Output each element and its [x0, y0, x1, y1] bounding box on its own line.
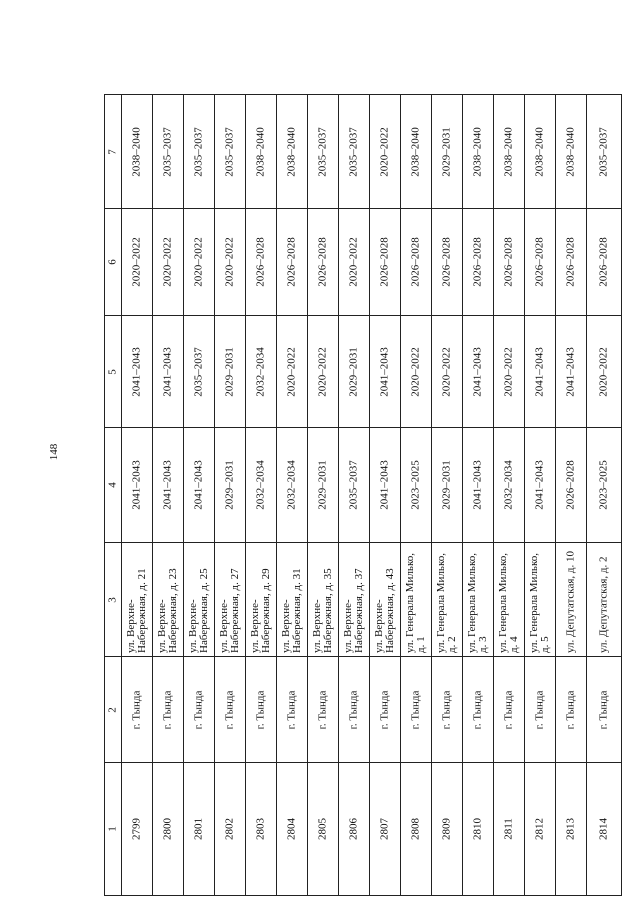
table-cell [246, 95, 277, 209]
table-cell [184, 543, 215, 657]
period-value: 2026–2028 [533, 237, 546, 287]
period-value: 2020–2022 [161, 237, 174, 287]
table-cell [246, 316, 277, 428]
table-cell [339, 95, 370, 209]
table-cell [370, 543, 401, 657]
column-number-cell [105, 543, 122, 657]
city-name: г. Тында [502, 690, 515, 729]
column-number-cell [105, 657, 122, 763]
period-value: 2038–2040 [471, 126, 484, 177]
period-value: 2020–2022 [130, 237, 143, 287]
table-cell [432, 209, 463, 316]
period-value: 2032–2034 [254, 346, 267, 397]
period-value: 2035–2037 [192, 346, 205, 397]
period-value: 2020–2022 [502, 346, 515, 397]
period-value: 2026–2028 [378, 237, 391, 287]
city-name: г. Тында [161, 690, 174, 729]
city-name: г. Тында [597, 690, 610, 729]
city-name: г. Тында [316, 690, 329, 729]
period-value: 2026–2028 [471, 237, 484, 287]
table-cell [339, 543, 370, 657]
table-cell [277, 95, 308, 209]
table-cell [122, 209, 153, 316]
column-number: 3 [106, 596, 119, 603]
table-cell [401, 543, 432, 657]
period-value: 2020–2022 [347, 237, 360, 287]
table-cell [370, 763, 401, 896]
period-value: 2029–2031 [223, 460, 236, 510]
period-value: 2020–2022 [378, 126, 391, 177]
data-table [104, 94, 622, 896]
city-name: г. Тында [130, 690, 143, 729]
table-cell [122, 316, 153, 428]
table-cell [463, 316, 494, 428]
table-cell [401, 95, 432, 209]
table-cell [122, 95, 153, 209]
table-cell [525, 95, 556, 209]
column-number-cell [105, 428, 122, 543]
table-cell [122, 428, 153, 543]
table-cell [153, 543, 184, 657]
table-cell [370, 316, 401, 428]
address-text: ул. Верхне-Набережная, д. 43 [373, 567, 396, 653]
period-value: 2041–2043 [533, 460, 546, 510]
table-cell [432, 95, 463, 209]
table-cell [370, 209, 401, 316]
table-cell [184, 657, 215, 763]
row-number: 2806 [347, 818, 360, 840]
table-cell [432, 428, 463, 543]
table-cell [122, 543, 153, 657]
table-cell [184, 209, 215, 316]
period-value: 2026–2028 [502, 237, 515, 287]
table-cell [401, 428, 432, 543]
column-number: 6 [106, 259, 119, 265]
city-name: г. Тында [347, 690, 360, 729]
period-value: 2038–2040 [285, 126, 298, 177]
row-number: 2804 [285, 818, 298, 840]
field-row-3 [105, 543, 622, 657]
period-value: 2041–2043 [471, 460, 484, 510]
table-cell [122, 657, 153, 763]
period-value: 2038–2040 [130, 126, 143, 177]
period-value: 2035–2037 [316, 126, 329, 177]
period-value: 2041–2043 [161, 346, 174, 397]
column-number-cell [105, 95, 122, 209]
period-value: 2035–2037 [347, 126, 360, 177]
table-cell [587, 763, 622, 896]
period-value: 2038–2040 [533, 126, 546, 177]
table-cell [215, 428, 246, 543]
table-cell [277, 428, 308, 543]
table-cell [184, 428, 215, 543]
period-value: 2020–2022 [223, 237, 236, 287]
table-cell [587, 209, 622, 316]
address-text: ул. Генерала Милько, д. 2 [435, 552, 458, 653]
period-value: 2041–2043 [533, 346, 546, 397]
period-value: 2041–2043 [130, 460, 143, 510]
table-cell [277, 543, 308, 657]
table-cell [494, 428, 525, 543]
period-value: 2020–2022 [316, 346, 329, 397]
table-cell [308, 543, 339, 657]
table-cell [525, 316, 556, 428]
table-cell [463, 209, 494, 316]
column-number-cell [105, 316, 122, 428]
city-name: г. Тында [471, 690, 484, 729]
address-text: ул. Генерала Милько, д. 3 [466, 552, 489, 653]
table-cell [339, 209, 370, 316]
table-cell [463, 95, 494, 209]
table-cell [556, 95, 587, 209]
period-value: 2026–2028 [597, 237, 610, 287]
field-row-6 [105, 209, 622, 316]
column-number: 4 [106, 482, 119, 488]
table-cell [587, 543, 622, 657]
city-name: г. Тында [564, 690, 577, 729]
table-cell [463, 428, 494, 543]
city-name: г. Тында [440, 690, 453, 729]
table-cell [308, 428, 339, 543]
table-cell [153, 95, 184, 209]
table-cell [556, 763, 587, 896]
table-cell [494, 543, 525, 657]
table-cell [432, 657, 463, 763]
city-name: г. Тында [254, 690, 267, 729]
field-row-7 [105, 95, 622, 209]
table-cell [463, 657, 494, 763]
table-cell [556, 543, 587, 657]
column-number: 1 [106, 826, 119, 832]
period-value: 2029–2031 [316, 460, 329, 510]
period-value: 2020–2022 [192, 237, 205, 287]
row-number: 2801 [192, 818, 205, 840]
period-value: 2035–2037 [192, 126, 205, 177]
period-value: 2029–2031 [440, 126, 453, 177]
table-cell [308, 95, 339, 209]
period-value: 2020–2022 [597, 346, 610, 397]
row-number: 2807 [378, 818, 391, 840]
row-number: 2802 [223, 818, 236, 840]
table-cell [525, 209, 556, 316]
table-cell [494, 316, 525, 428]
city-name: г. Тында [223, 690, 236, 729]
city-name: г. Тында [192, 690, 205, 729]
table-cell [525, 763, 556, 896]
table-cell [463, 763, 494, 896]
table-cell [339, 657, 370, 763]
field-row-1 [105, 763, 622, 896]
table-cell [339, 763, 370, 896]
table-cell [432, 763, 463, 896]
table-cell [153, 209, 184, 316]
table-cell [184, 763, 215, 896]
field-row-2 [105, 657, 622, 763]
period-value: 2029–2031 [223, 346, 236, 397]
city-name: г. Тында [409, 690, 422, 729]
row-number: 2805 [316, 818, 329, 840]
table-cell [215, 763, 246, 896]
table-cell [556, 316, 587, 428]
table-cell [463, 543, 494, 657]
row-number: 2810 [471, 818, 484, 840]
table-cell [246, 428, 277, 543]
table-cell [246, 763, 277, 896]
table-cell [587, 428, 622, 543]
row-number: 2800 [161, 818, 174, 840]
row-number: 2799 [130, 818, 143, 840]
table-cell [215, 657, 246, 763]
table-cell [215, 95, 246, 209]
period-value: 2032–2034 [285, 460, 298, 510]
table-cell [432, 316, 463, 428]
table-cell [401, 316, 432, 428]
column-number: 5 [106, 368, 119, 375]
table-cell [215, 316, 246, 428]
period-value: 2020–2022 [440, 346, 453, 397]
table-cell [525, 657, 556, 763]
column-number: 2 [106, 706, 119, 713]
period-value: 2029–2031 [347, 346, 360, 397]
table-cell [153, 428, 184, 543]
address-text: ул. Генерала Милько, д. 1 [404, 552, 427, 653]
field-row-4 [105, 428, 622, 543]
row-number: 2803 [254, 818, 267, 840]
address-text: ул. Верхне-Набережная, д. 21 [125, 567, 148, 653]
period-value: 2035–2037 [223, 126, 236, 177]
period-value: 2041–2043 [192, 460, 205, 510]
table-cell [246, 209, 277, 316]
row-number: 2813 [564, 818, 577, 840]
column-number-cell [105, 209, 122, 316]
address-text: ул. Депутатская, д. 10 [564, 550, 577, 653]
period-value: 2032–2034 [502, 460, 515, 510]
period-value: 2020–2022 [285, 346, 298, 397]
field-row-5 [105, 316, 622, 428]
address-text: ул. Депутатская, д. 2 [597, 556, 610, 653]
table-cell [556, 209, 587, 316]
table-cell [215, 543, 246, 657]
period-value: 2023–2025 [409, 460, 422, 510]
table-cell [308, 763, 339, 896]
table-cell [184, 316, 215, 428]
period-value: 2041–2043 [378, 460, 391, 510]
address-text: ул. Верхне-Набережная, д. 27 [218, 567, 241, 653]
table-cell [401, 657, 432, 763]
address-text: ул. Верхне-Набережная, д. 31 [280, 567, 303, 653]
period-value: 2035–2037 [347, 460, 360, 510]
address-text: ул. Генерала Милько, д. 5 [528, 552, 551, 653]
table-cell [215, 209, 246, 316]
table-cell [432, 543, 463, 657]
row-number: 2811 [502, 818, 515, 840]
table-cell [370, 95, 401, 209]
period-value: 2026–2028 [254, 237, 267, 287]
address-text: ул. Верхне-Набережная, д. 25 [187, 567, 210, 653]
period-value: 2026–2028 [316, 237, 329, 287]
table-cell [556, 428, 587, 543]
address-text: ул. Верхне-Набережная, д. 37 [342, 567, 365, 653]
table-cell [246, 543, 277, 657]
period-value: 2041–2043 [378, 346, 391, 397]
period-value: 2041–2043 [564, 346, 577, 397]
table-cell [494, 763, 525, 896]
city-name: г. Тында [378, 690, 391, 729]
period-value: 2026–2028 [440, 237, 453, 287]
table-cell [277, 763, 308, 896]
table-cell [525, 543, 556, 657]
row-number: 2814 [597, 818, 610, 840]
address-text: ул. Верхне-Набережная, д. 29 [249, 567, 272, 653]
table-cell [153, 657, 184, 763]
period-value: 2041–2043 [130, 346, 143, 397]
period-value: 2035–2037 [161, 126, 174, 177]
period-value: 2041–2043 [471, 346, 484, 397]
address-text: ул. Верхне-Набережная, д. 35 [311, 567, 334, 653]
table-cell [494, 95, 525, 209]
table-cell [339, 428, 370, 543]
table-cell [184, 95, 215, 209]
period-value: 2035–2037 [597, 126, 610, 177]
city-name: г. Тында [533, 690, 546, 729]
table-cell [308, 657, 339, 763]
address-text: ул. Генерала Милько, д. 4 [497, 552, 520, 653]
period-value: 2038–2040 [254, 126, 267, 177]
row-number: 2812 [533, 818, 546, 840]
period-value: 2032–2034 [254, 460, 267, 510]
period-value: 2041–2043 [161, 460, 174, 510]
table-cell [587, 95, 622, 209]
table-cell [308, 316, 339, 428]
city-name: г. Тында [285, 690, 298, 729]
table-cell [494, 209, 525, 316]
table-cell [339, 316, 370, 428]
table-cell [153, 763, 184, 896]
column-number: 7 [106, 148, 119, 155]
period-value: 2038–2040 [502, 126, 515, 177]
table-cell [277, 657, 308, 763]
table-cell [401, 209, 432, 316]
table-cell [277, 209, 308, 316]
table-cell [401, 763, 432, 896]
address-text: ул. Верхне-Набережная, д. 23 [156, 567, 179, 653]
table-cell [246, 657, 277, 763]
period-value: 2026–2028 [564, 237, 577, 287]
period-value: 2023–2025 [597, 460, 610, 510]
period-value: 2026–2028 [409, 237, 422, 287]
table-cell [494, 657, 525, 763]
period-value: 2026–2028 [285, 237, 298, 287]
table-cell [308, 209, 339, 316]
row-number: 2808 [409, 818, 422, 840]
table-cell [122, 763, 153, 896]
period-value: 2026–2028 [564, 460, 577, 510]
table-cell [370, 428, 401, 543]
period-value: 2020–2022 [409, 346, 422, 397]
table-cell [587, 316, 622, 428]
row-number: 2809 [440, 818, 453, 840]
page-number: 148 [48, 443, 60, 461]
table-cell [277, 316, 308, 428]
table-cell [153, 316, 184, 428]
table-cell [587, 657, 622, 763]
table-cell [556, 657, 587, 763]
column-number-cell [105, 763, 122, 896]
period-value: 2038–2040 [564, 126, 577, 177]
table-cell [370, 657, 401, 763]
table-cell [525, 428, 556, 543]
period-value: 2029–2031 [440, 460, 453, 510]
period-value: 2038–2040 [409, 126, 422, 177]
